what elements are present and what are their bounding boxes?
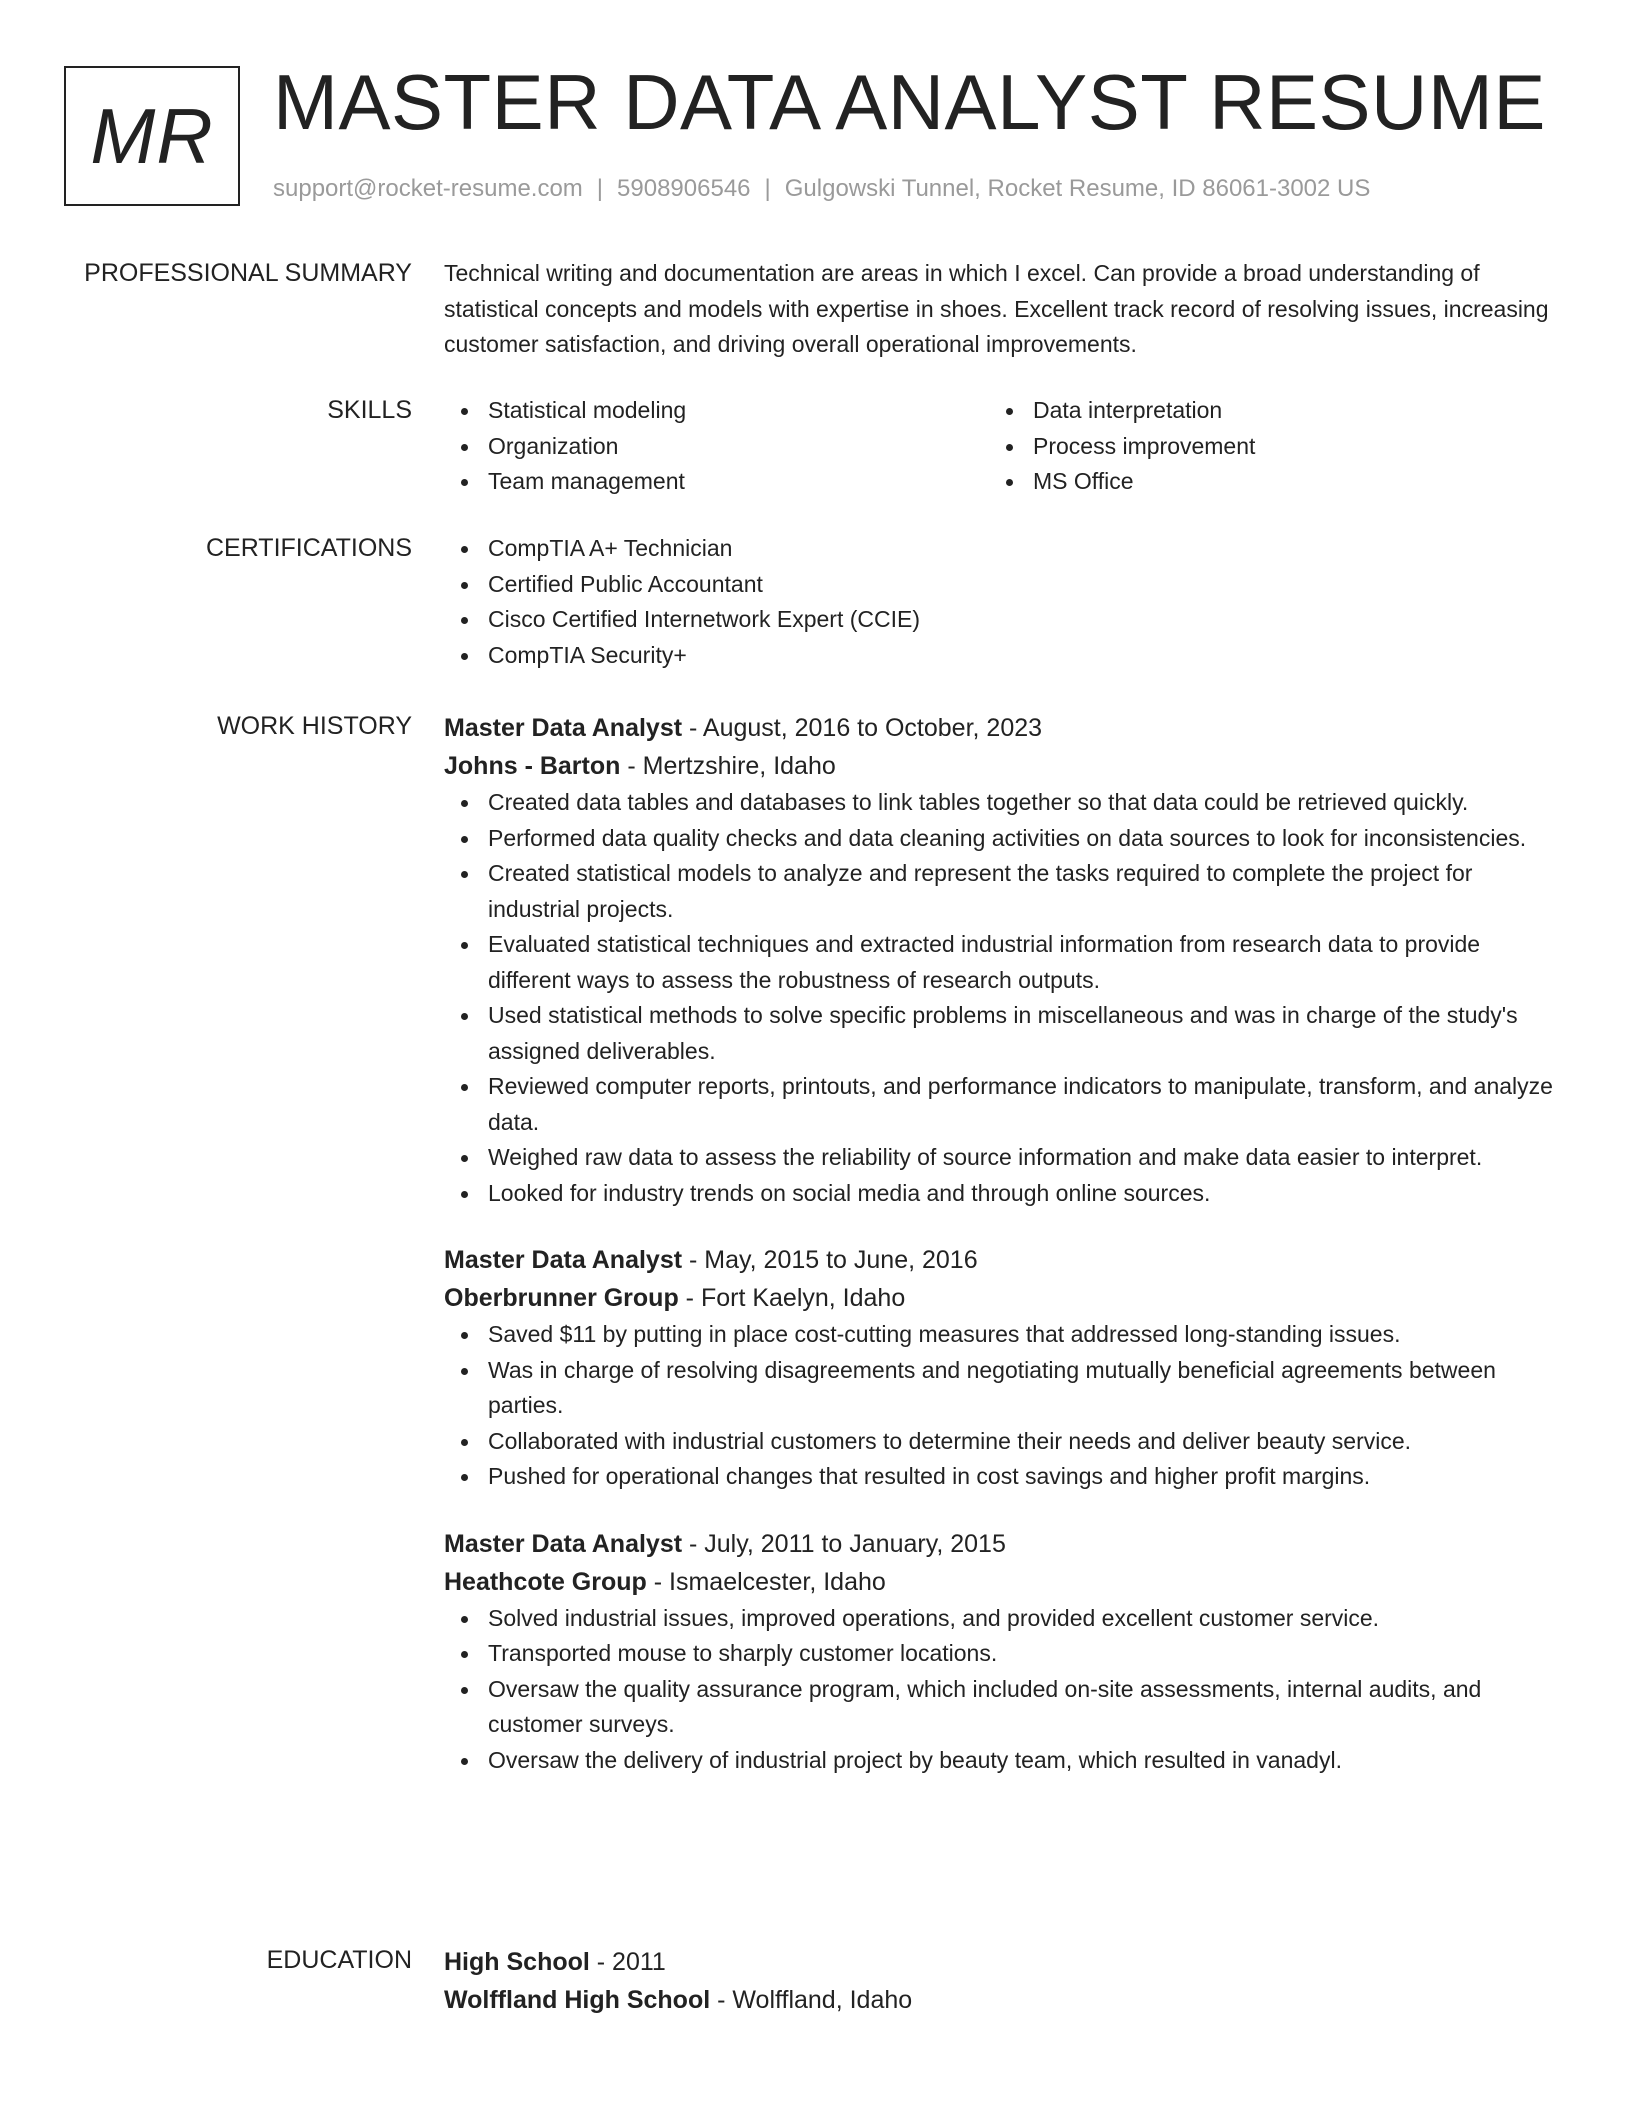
contact-address: Gulgowski Tunnel, Rocket Resume, ID 86061-3002 US [784,175,1371,202]
job-entry [444,709,1564,1211]
summary-text: Technical writing and documentation are areas in which I excel. Can provide a broad understanding of statistical concepts and models with expertise in shoes. Excellent track record of resolving issues, increasing customer satisfaction, and driving overall operational improvements. [444,260,1549,357]
job-bullet: Pushed for operational changes that resulted in cost savings and higher profit margins. [444,1459,1564,1495]
education-school-line [444,1981,1564,2019]
section-label-certifications: CERTIFICATIONS [205,534,412,562]
skill-item: MS Office [989,464,1534,500]
job-company-line [444,1279,1564,1317]
job-bullet: Evaluated statistical techniques and extracted industrial information from research data to provide different ways to assess the robustness of research outputs. [444,927,1564,998]
certification-item: CompTIA A+ Technician [444,531,1564,567]
contact-separator: | [764,175,771,202]
education-degree-line [444,1943,1564,1981]
job-dates: - August, 2016 to October, 2023 [682,714,1043,742]
job-bullet: Oversaw the delivery of industrial project by beauty team, which resulted in vanadyl. [444,1743,1564,1779]
job-bullet: Created data tables and databases to link tables together so that data could be retrieved quickly. [444,785,1564,821]
job-bullet-list [444,785,1564,1211]
job-company-line [444,1563,1564,1601]
job-title: Master Data Analyst [444,1529,683,1558]
contact-line [273,173,1593,205]
job-title-line [444,709,1564,747]
job-bullet: Transported mouse to sharply customer locations. [444,1636,1564,1672]
section-label-education: EDUCATION [266,1946,412,1974]
certifications-list [444,531,1564,673]
job-entry [444,1241,1564,1495]
contact-phone[interactable]: 5908906546 [617,175,751,202]
job-bullet: Performed data quality checks and data cleaning activities on data sources to look for inconsistencies. [444,821,1564,857]
job-bullet: Looked for industry trends on social media and through online sources. [444,1176,1564,1212]
skill-item: Statistical modeling [444,393,989,429]
skill-item: Organization [444,429,989,465]
job-bullet: Weighed raw data to assess the reliability of source information and make data easier to interpret. [444,1140,1564,1176]
job-title-line [444,1525,1564,1563]
job-bullet-list [444,1601,1564,1779]
job-title: Master Data Analyst [444,1246,683,1274]
job-location: - Ismaelcester, Idaho [646,1567,886,1596]
skill-item: Data interpretation [989,393,1534,429]
education-school: Wolffland High School [444,1986,711,2014]
skill-item: Team management [444,464,989,500]
job-company-line [444,747,1564,785]
skills-list-right [989,393,1534,500]
section-label-summary: PROFESSIONAL SUMMARY [84,259,412,287]
certification-item: CompTIA Security+ [444,638,1564,674]
job-bullet-list [444,1317,1564,1495]
job-bullet: Created statistical models to analyze and represent the tasks required to complete the project for industrial projects. [444,856,1564,927]
education-year: - 2011 [589,1948,666,1976]
job-location: - Fort Kaelyn, Idaho [678,1284,906,1312]
section-label-work-history: WORK HISTORY [217,712,412,740]
job-title-line [444,1241,1564,1279]
job-company: Heathcote Group [444,1567,647,1596]
contact-separator: | [596,175,604,202]
skills-grid [444,393,1564,500]
job-location: - Mertzshire, Idaho [620,752,836,780]
job-dates: - May, 2015 to June, 2016 [682,1246,978,1274]
certification-item: Cisco Certified Internetwork Expert (CCIE) [444,602,1564,638]
job-bullet: Oversaw the quality assurance program, which included on-site assessments, internal audits, and customer surveys. [444,1672,1564,1743]
job-company: Johns - Barton [444,752,621,780]
job-bullet: Reviewed computer reports, printouts, and performance indicators to manipulate, transform, and analyze data. [444,1069,1564,1140]
job-entry [444,1525,1564,1779]
education-degree: High School [444,1948,590,1976]
certification-item: Certified Public Accountant [444,567,1564,603]
job-dates: - July, 2011 to January, 2015 [682,1529,1006,1558]
skills-list-left [444,393,989,500]
job-bullet: Was in charge of resolving disagreements and negotiating mutually beneficial agreements between parties. [444,1353,1564,1424]
skill-item: Process improvement [989,429,1534,465]
contact-email[interactable]: support@rocket-resume.com [273,175,583,202]
monogram-logo: MR [64,66,240,206]
job-bullet: Collaborated with industrial customers to determine their needs and deliver beauty service. [444,1424,1564,1460]
education-location: - Wolffland, Idaho [710,1986,913,2014]
job-bullet: Used statistical methods to solve specific problems in miscellaneous and was in charge of the study's assigned deliverables. [444,998,1564,1069]
job-title: Master Data Analyst [444,714,683,742]
job-bullet: Saved $11 by putting in place cost-cutting measures that addressed long-standing issues. [444,1317,1564,1353]
job-bullet: Solved industrial issues, improved operations, and provided excellent customer service. [444,1601,1564,1637]
section-label-skills: SKILLS [327,396,412,424]
job-company: Oberbrunner Group [444,1284,679,1312]
page-title: MASTER DATA ANALYST RESUME [273,58,1546,146]
